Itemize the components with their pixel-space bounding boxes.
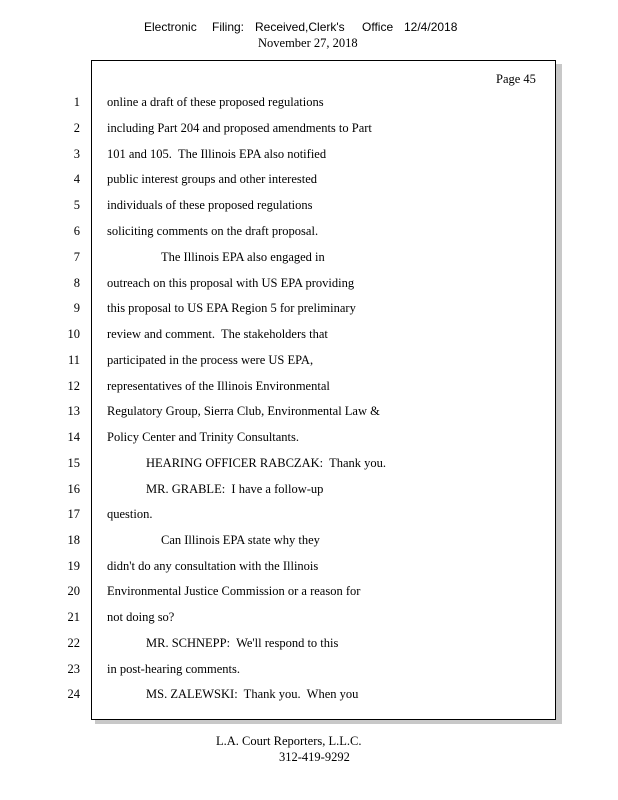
transcript-line [0,301,618,319]
transcript-line [0,610,618,628]
header-word-electronic: Electronic [144,20,197,34]
line-text: not doing so? [107,610,175,624]
line-text: MS. ZALEWSKI: Thank you. When you [146,687,359,701]
line-text: outreach on this proposal with US EPA providing [107,276,355,290]
transcript-line [0,456,618,474]
transcript-line [0,327,618,345]
line-number: 15 [67,456,80,470]
line-number: 6 [73,224,80,238]
transcript-line [0,95,618,113]
line-text: representatives of the Illinois Environmental [107,379,330,393]
line-text: question. [107,507,153,521]
transcript-line [0,559,618,577]
line-number: 9 [73,301,80,315]
line-text: review and comment. The stakeholders that [107,327,328,341]
transcript-line [0,250,618,268]
line-text: Regulatory Group, Sierra Club, Environmental Law & [107,404,380,418]
transcript-line [0,662,618,680]
header-word-office: Office [362,20,394,34]
line-number: 1 [73,95,80,109]
line-text: MR. SCHNEPP: We'll respond to this [146,636,339,650]
line-text: Can Illinois EPA state why they [161,533,320,547]
filing-stamp-header [0,20,618,36]
header-word-filing: Filing: [212,20,245,34]
transcript-line [0,636,618,654]
line-text: didn't do any consultation with the Illinois [107,559,319,573]
line-number: 21 [67,610,80,624]
transcript-line [0,172,618,190]
transcript-line [0,147,618,165]
court-reporter-phone: 312-419-9292 [279,750,350,764]
line-text: in post-hearing comments. [107,662,240,676]
transcript-date: November 27, 2018 [258,36,358,50]
transcript-line [0,430,618,448]
line-number: 17 [67,507,80,521]
line-text: 101 and 105. The Illinois EPA also notified [107,147,327,161]
header-word-received-clerks: Received,Clerk's [255,20,345,34]
line-number: 14 [67,430,80,444]
line-text: individuals of these proposed regulations [107,198,313,212]
line-text: Policy Center and Trinity Consultants. [107,430,300,444]
page-number: Page 45 [496,72,536,86]
transcript-line [0,276,618,294]
header-word-date: 12/4/2018 [404,20,458,34]
transcript-line [0,584,618,602]
transcript-line [0,507,618,525]
line-number: 10 [67,327,80,341]
transcript-line [0,482,618,500]
line-number: 7 [73,250,80,264]
line-number: 8 [73,276,80,290]
line-number: 23 [67,662,80,676]
line-number: 4 [73,172,80,186]
line-text: HEARING OFFICER RABCZAK: Thank you. [146,456,387,470]
line-text: including Part 204 and proposed amendments to Part [107,121,372,135]
transcript-line [0,404,618,422]
line-number: 11 [67,353,80,367]
line-number: 3 [73,147,80,161]
transcript-line [0,224,618,242]
transcript-line [0,121,618,139]
line-text: soliciting comments on the draft proposal. [107,224,319,238]
line-text: participated in the process were US EPA, [107,353,314,367]
transcript-line [0,687,618,705]
line-text: The Illinois EPA also engaged in [161,250,325,264]
line-number: 12 [67,379,80,393]
transcript-line [0,533,618,551]
line-text: MR. GRABLE: I have a follow-up [146,482,324,496]
line-number: 16 [67,482,80,496]
line-number: 24 [67,687,80,701]
line-text: Environmental Justice Commission or a reason for [107,584,361,598]
line-number: 5 [73,198,80,212]
line-number: 19 [67,559,80,573]
transcript-line [0,353,618,371]
line-number: 18 [67,533,80,547]
line-text: this proposal to US EPA Region 5 for preliminary [107,301,356,315]
line-text: public interest groups and other interested [107,172,318,186]
line-text: online a draft of these proposed regulations [107,95,324,109]
court-reporter-name: L.A. Court Reporters, L.L.C. [216,734,362,748]
line-number: 20 [67,584,80,598]
line-number: 13 [67,404,80,418]
line-number: 2 [73,121,80,135]
transcript-line [0,198,618,216]
transcript-line [0,379,618,397]
line-number: 22 [67,636,80,650]
